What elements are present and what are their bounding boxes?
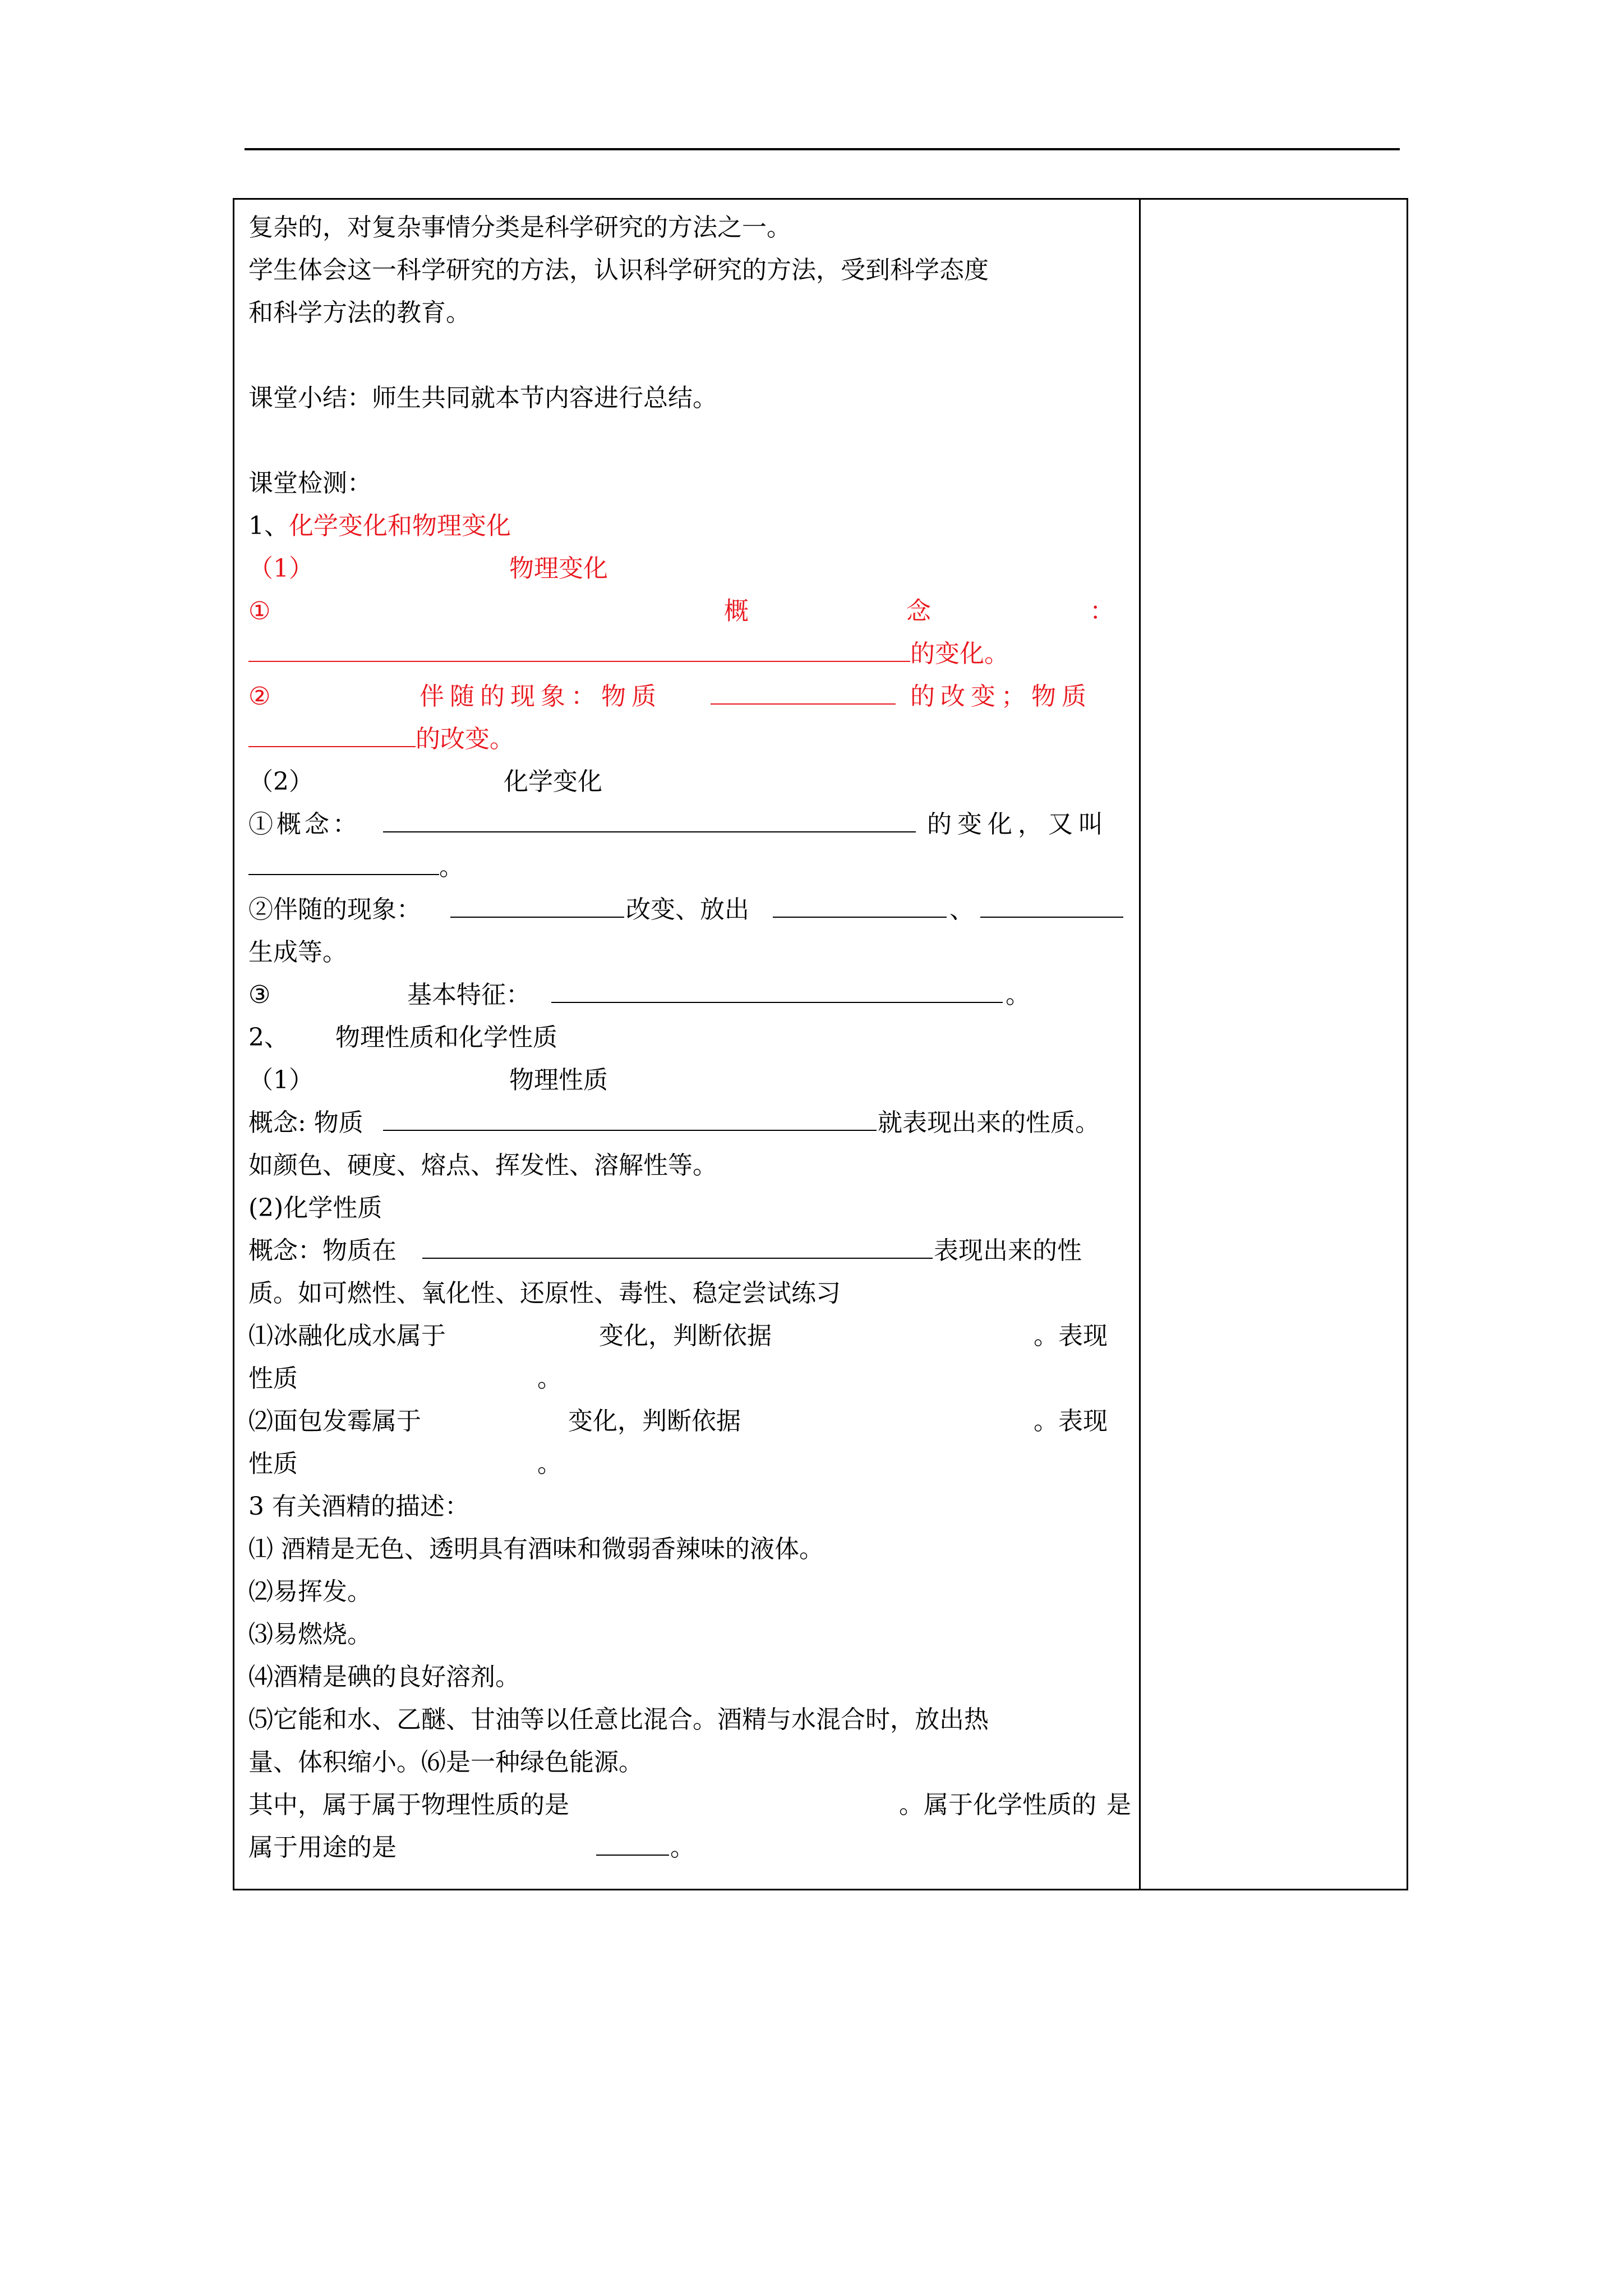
q2-chem-concept-line-2 bbox=[248, 1272, 1123, 1315]
phenomena-text: 改变、放出 bbox=[626, 895, 749, 924]
sub-number: （2） bbox=[248, 767, 313, 796]
q3-statement-4 bbox=[248, 1656, 1123, 1699]
sub-label: 物理性质 bbox=[509, 1066, 608, 1094]
q2-title bbox=[248, 1016, 1123, 1059]
answer-blank[interactable] bbox=[450, 889, 624, 918]
q3-statement-5 bbox=[248, 1699, 1123, 1741]
concept-char: 念 bbox=[906, 597, 931, 625]
concept-text: 表现出来的性 bbox=[934, 1236, 1082, 1265]
separator: 、 bbox=[949, 895, 974, 924]
concept-text: 质。如可燃性、氧化性、还原性、毒性、稳定尝试练习 bbox=[248, 1279, 841, 1308]
answer-blank[interactable] bbox=[383, 803, 916, 832]
statement-text: ⑵易挥发。 bbox=[248, 1577, 372, 1606]
answer-blank[interactable] bbox=[551, 974, 1003, 1003]
q1-sub2-heading bbox=[248, 761, 1123, 803]
q1-number: 1、 bbox=[248, 512, 289, 540]
q3-question-line-2 bbox=[248, 1826, 1123, 1869]
concept-label: ①概念： bbox=[248, 810, 361, 839]
exercise-text: 变化，判断依据 bbox=[568, 1407, 741, 1435]
lesson-content-cell bbox=[248, 206, 1131, 1869]
answer-blank[interactable] bbox=[383, 1102, 877, 1131]
statement-text: ⑶易燃烧。 bbox=[248, 1620, 372, 1649]
answer-blank[interactable] bbox=[980, 889, 1123, 918]
intro-line-3 bbox=[248, 292, 1123, 334]
q1-title bbox=[248, 505, 1123, 547]
circled-number: ① bbox=[248, 597, 271, 625]
q3-statement-5-cont bbox=[248, 1741, 1123, 1784]
sub-number: （1） bbox=[248, 1066, 313, 1094]
question-text: 属于用途的是 bbox=[248, 1833, 396, 1862]
q2-sub2-heading bbox=[248, 1187, 1123, 1230]
intro-line-1 bbox=[248, 206, 1123, 249]
q1-concept-blank-line bbox=[248, 633, 1123, 675]
concept-end: 的变化。 bbox=[910, 639, 1009, 668]
period: 。 bbox=[537, 1450, 562, 1478]
q3-question-line bbox=[248, 1784, 1131, 1826]
concept-char: 概 bbox=[724, 597, 749, 625]
feature-label: 基本特征： bbox=[407, 981, 531, 1009]
q3-statement-2 bbox=[248, 1571, 1123, 1613]
q2-title-text: 物理性质和化学性质 bbox=[335, 1023, 557, 1052]
intro-text: 复杂的，对复杂事情分类是科学研究的方法之一。 bbox=[248, 213, 791, 242]
q2-phys-examples bbox=[248, 1144, 1123, 1187]
q3-title-text: 3 有关酒精的描述： bbox=[248, 1492, 469, 1521]
question-text: 其中，属于属于物理性质的是 bbox=[248, 1791, 569, 1819]
q1-sub1-heading bbox=[248, 547, 1123, 590]
exercise-text: ⑵面包发霉属于 bbox=[248, 1407, 421, 1435]
answer-blank[interactable] bbox=[248, 846, 439, 875]
q3-statement-3 bbox=[248, 1613, 1123, 1656]
q2-sub1-heading bbox=[248, 1059, 1123, 1102]
q3-statement-1 bbox=[248, 1528, 1123, 1571]
intro-text: 学生体会这一科学研究的方法，认识科学研究的方法，受到科学态度 bbox=[248, 256, 989, 284]
exercise-text: 。表现 bbox=[1034, 1322, 1108, 1350]
colon: ： bbox=[1090, 597, 1114, 625]
concept-label: 概念: 物质 bbox=[248, 1108, 363, 1137]
q1-chem-phenomena-line bbox=[248, 889, 1123, 931]
period: 。 bbox=[1006, 981, 1030, 1009]
question-text: 。属于化学性质的 bbox=[899, 1791, 1096, 1819]
concept-text: 的变化，又叫 bbox=[927, 810, 1109, 839]
circled-number: ③ bbox=[248, 981, 271, 1009]
test-heading bbox=[248, 462, 1123, 505]
statement-text: 量、体积缩小。⑹是一种绿色能源。 bbox=[248, 1748, 643, 1777]
phenomena-label: ②伴随的现象： bbox=[248, 895, 421, 924]
sub-label: 化学变化 bbox=[504, 767, 602, 796]
q1-chem-concept-line-2 bbox=[248, 846, 1123, 889]
exercise-2-line bbox=[248, 1400, 1123, 1443]
exercise-text: ⑴冰融化成水属于 bbox=[248, 1322, 446, 1350]
phenomena-end: 的改变。 bbox=[416, 725, 514, 753]
phenomena-text: 伴随的现象：物质 bbox=[419, 682, 662, 711]
concept-label: 概念：物质在 bbox=[248, 1236, 396, 1265]
intro-text: 和科学方法的教育。 bbox=[248, 298, 471, 327]
exercise-1-line bbox=[248, 1315, 1123, 1358]
header-rule bbox=[245, 148, 1400, 150]
period: 。 bbox=[537, 1364, 562, 1393]
question-text: 是 bbox=[1106, 1791, 1131, 1819]
answer-blank[interactable] bbox=[711, 675, 896, 705]
class-summary bbox=[248, 377, 1123, 420]
q2-chem-concept-line bbox=[248, 1230, 1123, 1272]
period: 。 bbox=[439, 853, 464, 881]
sub-number: （1） bbox=[248, 554, 313, 583]
q1-phenomena-line-2 bbox=[248, 718, 1123, 761]
q2-number: 2、 bbox=[248, 1023, 289, 1052]
answer-blank[interactable] bbox=[422, 1230, 933, 1259]
q1-concept-line bbox=[248, 590, 1123, 633]
q1-chem-phenomena-line-2 bbox=[248, 931, 1123, 974]
sub-label: 物理变化 bbox=[509, 554, 608, 583]
statement-text: ⑸它能和水、乙醚、甘油等以任意比混合。酒精与水混合时，放出热 bbox=[248, 1705, 989, 1734]
examples-text: 如颜色、硬度、熔点、挥发性、溶解性等。 bbox=[248, 1151, 717, 1180]
circled-number: ② bbox=[248, 682, 271, 711]
concept-text: 就表现出来的性质。 bbox=[878, 1108, 1100, 1137]
q1-title-text: 化学变化和物理变化 bbox=[289, 512, 511, 540]
exercise-text: 性质 bbox=[248, 1364, 298, 1393]
column-divider bbox=[1139, 200, 1141, 1889]
phenomena-end: 生成等。 bbox=[248, 938, 347, 967]
statement-text: ⑴ 酒精是无色、透明具有酒味和微弱香辣味的液体。 bbox=[248, 1535, 824, 1563]
q1-chem-feature-line bbox=[248, 974, 1123, 1016]
test-heading-text: 课堂检测： bbox=[248, 469, 372, 498]
intro-line-2 bbox=[248, 249, 1123, 292]
q2-phys-concept-line bbox=[248, 1102, 1123, 1144]
exercise-text: 性质 bbox=[248, 1450, 298, 1478]
period: 。 bbox=[670, 1833, 695, 1862]
exercise-text: 变化，判断依据 bbox=[599, 1322, 772, 1350]
q1-phenomena-line bbox=[248, 675, 1123, 718]
phenomena-text: 的改变；物质 bbox=[910, 682, 1092, 711]
statement-text: ⑷酒精是碘的良好溶剂。 bbox=[248, 1663, 520, 1691]
summary-text: 课堂小结：师生共同就本节内容进行总结。 bbox=[248, 384, 717, 412]
answer-blank[interactable] bbox=[773, 889, 947, 918]
sub-label: (2)化学性质 bbox=[248, 1194, 382, 1222]
q3-title bbox=[248, 1485, 1123, 1528]
q1-chem-concept-line bbox=[248, 803, 1123, 846]
answer-blank[interactable] bbox=[596, 1826, 669, 1856]
exercise-text: 。表现 bbox=[1034, 1407, 1108, 1435]
answer-blank[interactable] bbox=[248, 718, 416, 747]
exercise-2-line-2 bbox=[248, 1443, 1123, 1485]
answer-blank[interactable] bbox=[248, 633, 910, 662]
exercise-1-line-2 bbox=[248, 1358, 1123, 1400]
